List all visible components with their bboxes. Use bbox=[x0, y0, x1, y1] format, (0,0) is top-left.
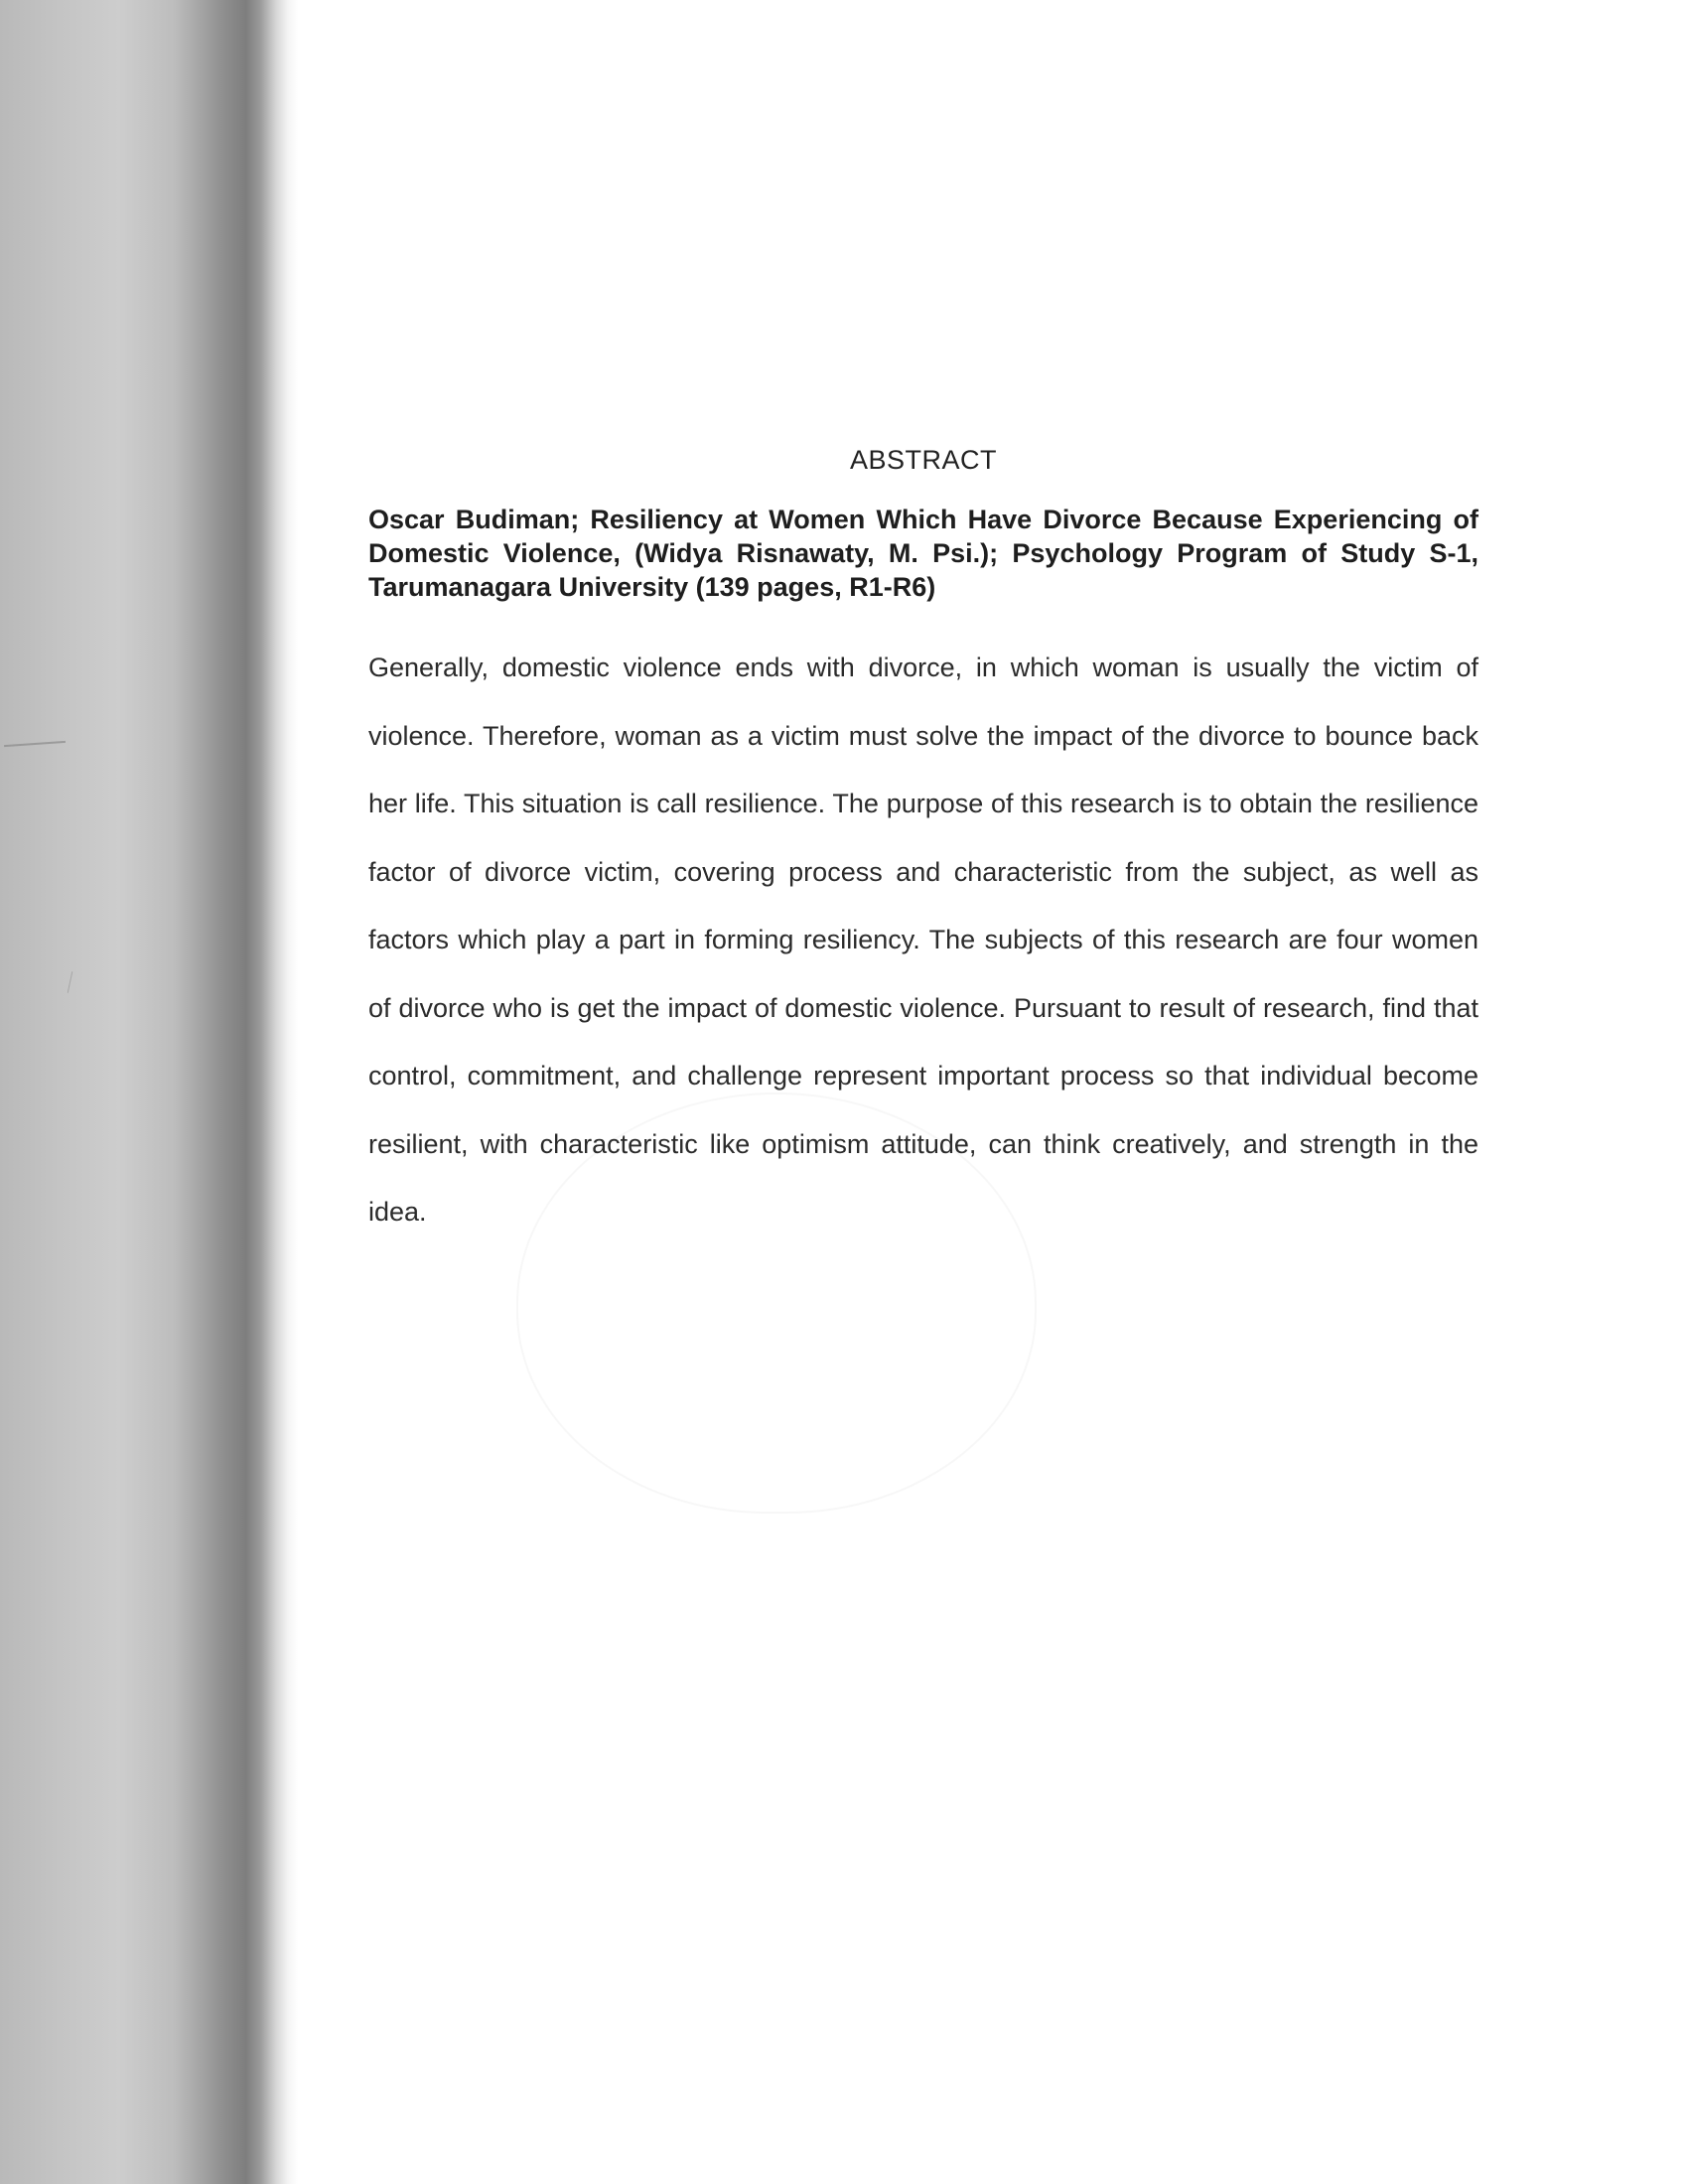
abstract-heading: ABSTRACT bbox=[849, 445, 998, 475]
citation-block: Oscar Budiman; Resiliency at Women Which Have Divorce Because Experiencing of Domestic Violence, (Widya Risnawaty, M. Psi.); Psychology Program of Study S-1, Tarumanagara University (139 pages, R1-R6) bbox=[368, 505, 1478, 602]
binding-shadow bbox=[0, 0, 298, 2184]
abstract-body: Generally, domestic violence ends with divorce, in which woman is usually the victim of violence. Therefore, woman as a victim must solve the impact of the divorce to bounce back her life. This situation is call resilience. The purpose of this research is to obtain the resilience factor of divorce victim, covering process and characteristic from the subject, as well as factors which play a part in forming resiliency. The subjects of this research are four women of divorce who is get the impact of domestic violence. Pursuant to result of research, find that control, commitment, and challenge represent important process so that individual become resilient, with characteristic like optimism attitude, can think creatively, and strength in the idea. bbox=[368, 653, 1478, 1227]
page-content bbox=[368, 435, 1478, 1246]
